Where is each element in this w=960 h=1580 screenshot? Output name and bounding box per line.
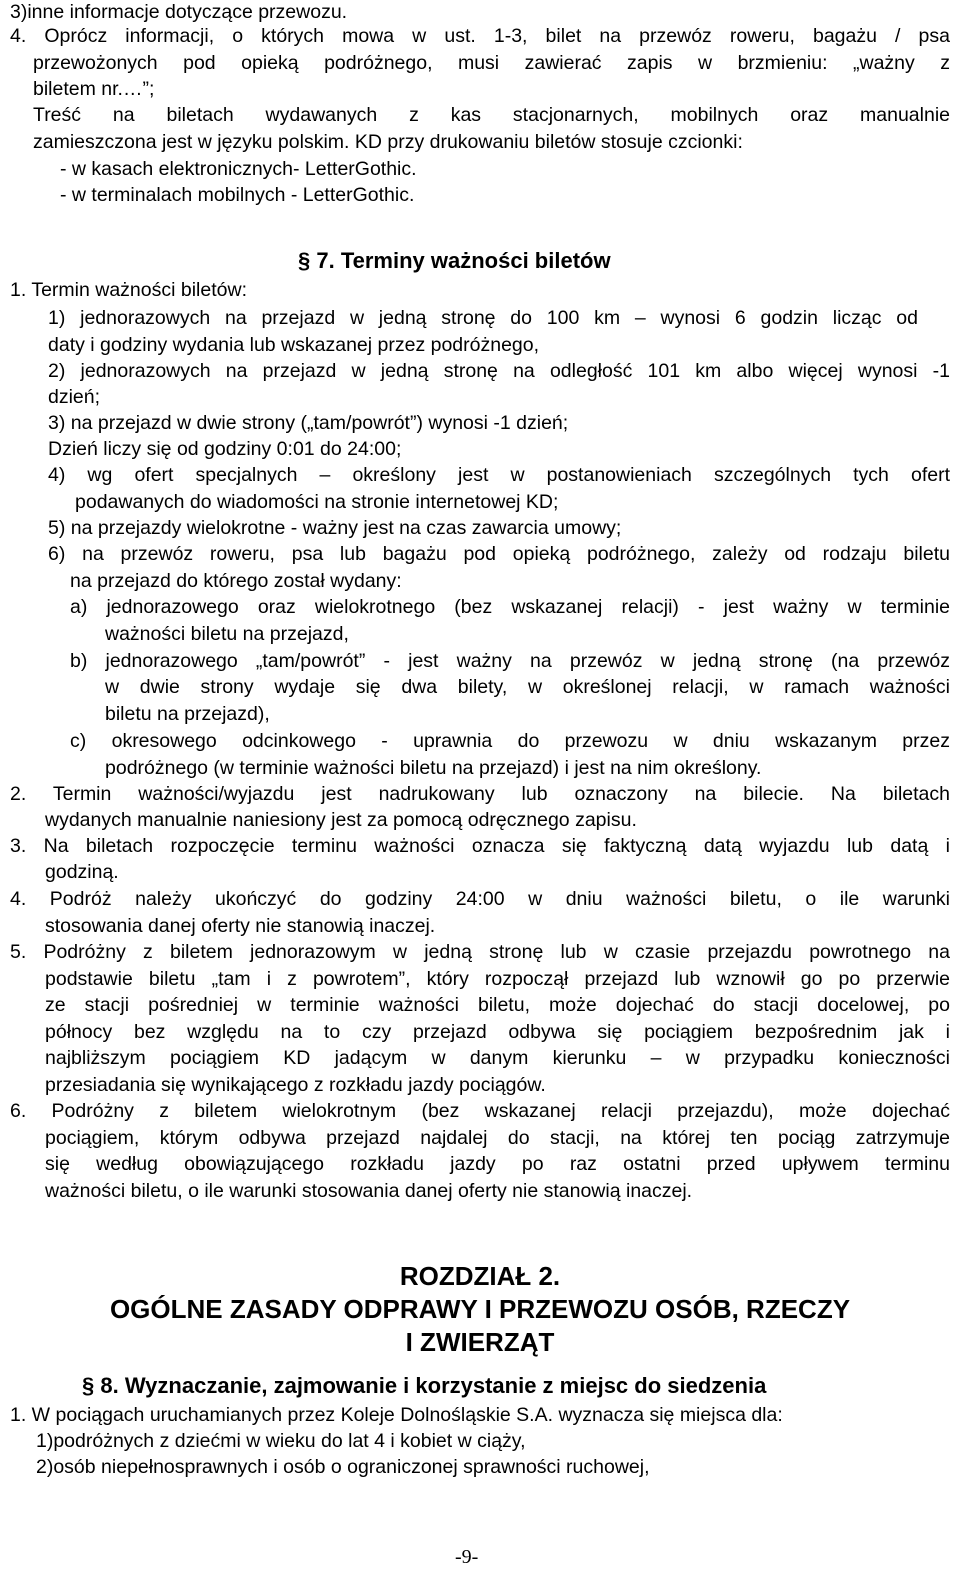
text-line: - w terminalach mobilnych - LetterGothic. [60,184,415,206]
text-line: dzień; [48,386,101,408]
text-line: 1. Termin ważności biletów: [10,279,247,301]
text-line: 3) na przejazd w dwie strony („tam/powrót”) wynosi -1 dzień; [48,412,569,434]
text-line: biletu na przejazd), [105,703,270,725]
text-line: 4) wg ofert specjalnych – określony jest w postanowieniach szczególnych tych ofert [48,464,950,486]
text-line: się według obowiązującego rozkładu jazdy po raz ostatni przed upływem terminu [45,1153,950,1175]
text-line: zamieszczona jest w języku polskim. KD przy drukowaniu biletów stosuje czcionki: [33,131,743,153]
text-line: 1) jednorazowych na przejazd w jedną stronę do 100 km – wynosi 6 godzin licząc od [48,307,918,329]
text-line: 1)podróżnych z dziećmi w wieku do lat 4 i kobiet w ciąży, [36,1430,526,1452]
chapter-number: ROZDZIAŁ 2. [399,1261,561,1291]
text-line: Treść na biletach wydawanych z kas stacjonarnych, mobilnych oraz manualnie [33,104,950,126]
text-line: c) okresowego odcinkowego - uprawnia do przewozu w dniu wskazanym przez [70,730,950,752]
page-number: -9- [455,1546,479,1568]
text-line: w dwie strony wydaje się dwa bilety, w określonej relacji, w ramach ważności [105,676,950,698]
text-line: 4. Podróż należy ukończyć do godziny 24:00 w dniu ważności biletu, o ile warunki [10,888,950,910]
text-line: 6) na przewóz roweru, psa lub bagażu pod opieką podróżnego, zależy od rodzaju biletu [48,543,950,565]
text-line: 6. Podróżny z biletem wielokrotnym (bez wskazanej relacji przejazdu), może dojechać [10,1100,950,1122]
text-line: 2)osób niepełnosprawnych i osób o ograniczonej sprawności ruchowej, [36,1456,650,1478]
section-heading: § 7. Terminy ważności biletów [298,248,611,273]
section-heading-text: 8. Wyznaczanie, zajmowanie i korzystanie z miejsc do siedzenia [100,1373,767,1398]
text-line: 4. Oprócz informacji, o których mowa w ust. 1-3, bilet na przewóz roweru, bagażu / psa [10,25,950,47]
text-line: stosowania danej oferty nie stanowią inaczej. [45,915,436,937]
text-line: biletem nr.…”; [33,78,155,100]
text-line: ważności biletu na przejazd, [105,623,349,645]
text-line: podróżnego (w terminie ważności biletu na przejazd) i jest na nim określony. [105,757,762,779]
section-heading-text: 7. Terminy ważności biletów [316,248,611,273]
text-line: na przejazd do którego został wydany: [70,570,402,592]
text-line: pociągiem, którym odbywa przejazd najdalej do stacji, na której ten pociąg zatrzymuje [45,1127,950,1149]
text-line: podawanych do wiadomości na stronie internetowej KD; [75,491,559,513]
text-line: godziną. [45,861,119,883]
text-line: północy bez względu na to czy przejazd odbywa się pociągiem bezpośrednim jak i [45,1021,950,1043]
text-line: 5) na przejazdy wielokrotne - ważny jest na czas zawarcia umowy; [48,517,622,539]
text-line: ze stacji pośredniej w terminie ważności biletu, może dojechać do stacji docelowej, po [45,994,950,1016]
chapter-title-continued: I ZWIERZĄT [405,1327,555,1357]
text-line: 2) jednorazowych na przejazd w jedną stronę na odległość 101 km albo więcej wynosi -1 [48,360,950,382]
text-line: a) jednorazowego oraz wielokrotnego (bez wskazanej relacji) - jest ważny w terminie [70,596,950,618]
text-line: 2. Termin ważności/wyjazdu jest nadrukowany lub oznaczony na bilecie. Na biletach [10,783,950,805]
text-line: 3)inne informacje dotyczące przewozu. [10,1,348,23]
text-line: przewożonych pod opieką podróżnego, musi zawierać zapis w brzmieniu: „ważny z [33,52,950,74]
text-line: - w kasach elektronicznych- LetterGothic. [60,158,417,180]
text-line: najbliższym pociągiem KD jadącym w danym kierunku – w przypadku konieczności [45,1047,950,1069]
text-line: podstawie biletu „tam i z powrotem”, który rozpoczął przejazd lub wznowił go po przerwie [45,968,950,990]
section-heading: § 8. Wyznaczanie, zajmowanie i korzystanie z miejsc do siedzenia [82,1373,767,1398]
text-line: wydanych manualnie naniesiony jest za pomocą odręcznego zapisu. [45,809,637,831]
text-line: 5. Podróżny z biletem jednorazowym w jedną stronę lub w czasie przejazdu powrotnego na [10,941,950,963]
text-line: Dzień liczy się od godziny 0:01 do 24:00; [48,438,402,460]
text-line: przesiadania się wynikającego z rozkładu jazdy pociągów. [45,1074,546,1096]
chapter-title: OGÓLNE ZASADY ODPRAWY I PRZEWOZU OSÓB, RZECZY [109,1294,851,1324]
text-line: daty i godziny wydania lub wskazanej przez podróżnego, [48,334,540,356]
text-line: 1. W pociągach uruchamianych przez Koleje Dolnośląskie S.A. wyznacza się miejsca dla: [10,1404,783,1426]
text-line: ważności biletu, o ile warunki stosowania danej oferty nie stanowią inaczej. [45,1180,693,1202]
text-line: 3. Na biletach rozpoczęcie terminu ważności oznacza się faktyczną datą wyjazdu lub datą i [10,835,950,857]
text-line: b) jednorazowego „tam/powrót” - jest ważny na przewóz w jedną stronę (na przewóz [70,650,950,672]
